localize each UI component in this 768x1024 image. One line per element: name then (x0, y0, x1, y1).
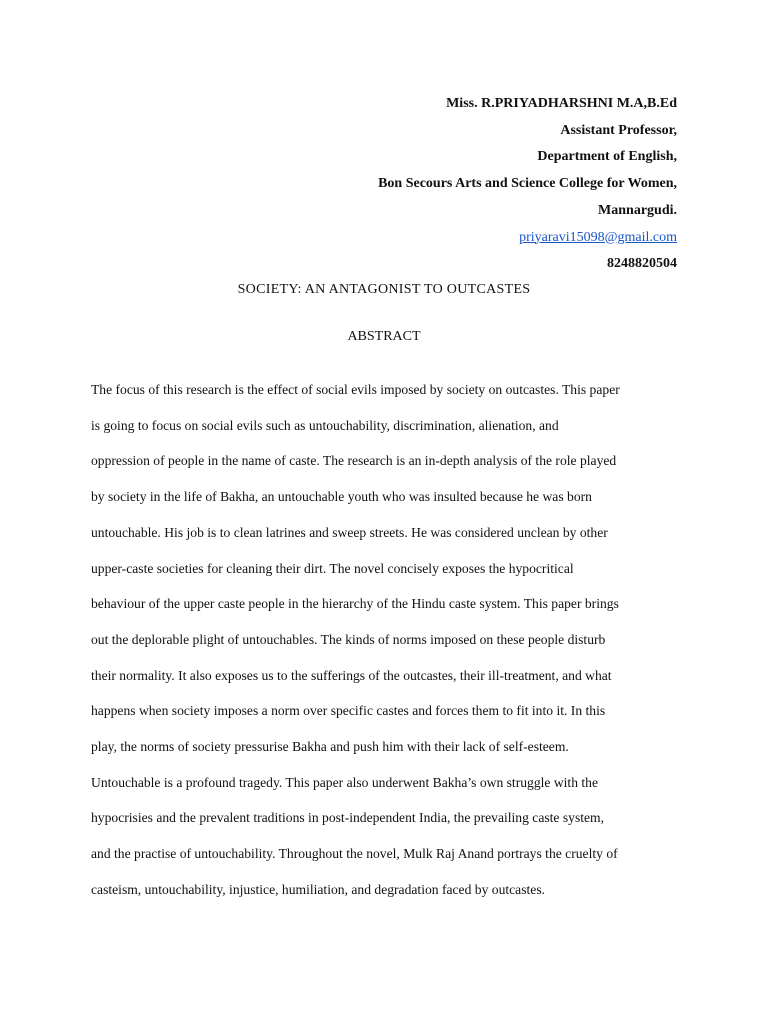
abstract-heading: ABSTRACT (347, 329, 421, 344)
author-department: Department of English, (537, 149, 677, 165)
author-email-link[interactable]: priyaravi15098@gmail.com (519, 229, 677, 245)
author-name: Miss. R.PRIYADHARSHNI M.A,B.Ed (446, 96, 677, 111)
abstract-line: behaviour of the upper caste people in the hierarchy of the Hindu caste system. This paper brings (91, 596, 619, 612)
abstract-line: is going to focus on social evils such as untouchability, discrimination, alienation, and (91, 417, 559, 433)
abstract-line: Untouchable is a profound tragedy. This paper also underwent Bakha’s own struggle with the (91, 774, 599, 790)
abstract-line: happens when society imposes a norm over specific castes and forces them to fit into it. In this (91, 703, 606, 719)
abstract-line: hypocrisies and the prevalent traditions in post-independent India, the prevailing caste system, (91, 810, 605, 826)
author-designation: Assistant Professor, (560, 122, 677, 138)
author-city: Mannargudi. (598, 202, 677, 218)
author-block (378, 91, 677, 278)
abstract-body (91, 372, 681, 908)
abstract-line: The focus of this research is the effect of social evils imposed by society on outcastes. This paper (91, 382, 620, 397)
abstract-line: by society in the life of Bakha, an untouchable youth who was insulted because he was born (91, 489, 592, 505)
author-phone: 8248820504 (607, 256, 677, 272)
abstract-line: their normality. It also exposes us to the sufferings of the outcastes, their ill-treatment, and what (91, 667, 612, 683)
paper-title: SOCIETY: AN ANTAGONIST TO OUTCASTES (237, 282, 531, 297)
abstract-line: untouchable. His job is to clean latrines and sweep streets. He was considered unclean by other (91, 524, 608, 540)
abstract-line: out the deplorable plight of untouchables. The kinds of norms imposed on these people disturb (91, 631, 606, 647)
abstract-line: oppression of people in the name of caste. The research is an in-depth analysis of the role played (91, 453, 617, 469)
abstract-line: and the practise of untouchability. Throughout the novel, Mulk Raj Anand portrays the cruelty of (91, 846, 618, 862)
author-college: Bon Secours Arts and Science College for Women, (378, 176, 677, 192)
abstract-line: casteism, untouchability, injustice, humiliation, and degradation faced by outcastes. (91, 881, 546, 897)
abstract-line: play, the norms of society pressurise Bakha and push him with their lack of self-esteem. (91, 739, 569, 755)
abstract-line: upper-caste societies for cleaning their dirt. The novel concisely exposes the hypocritical (91, 560, 574, 576)
